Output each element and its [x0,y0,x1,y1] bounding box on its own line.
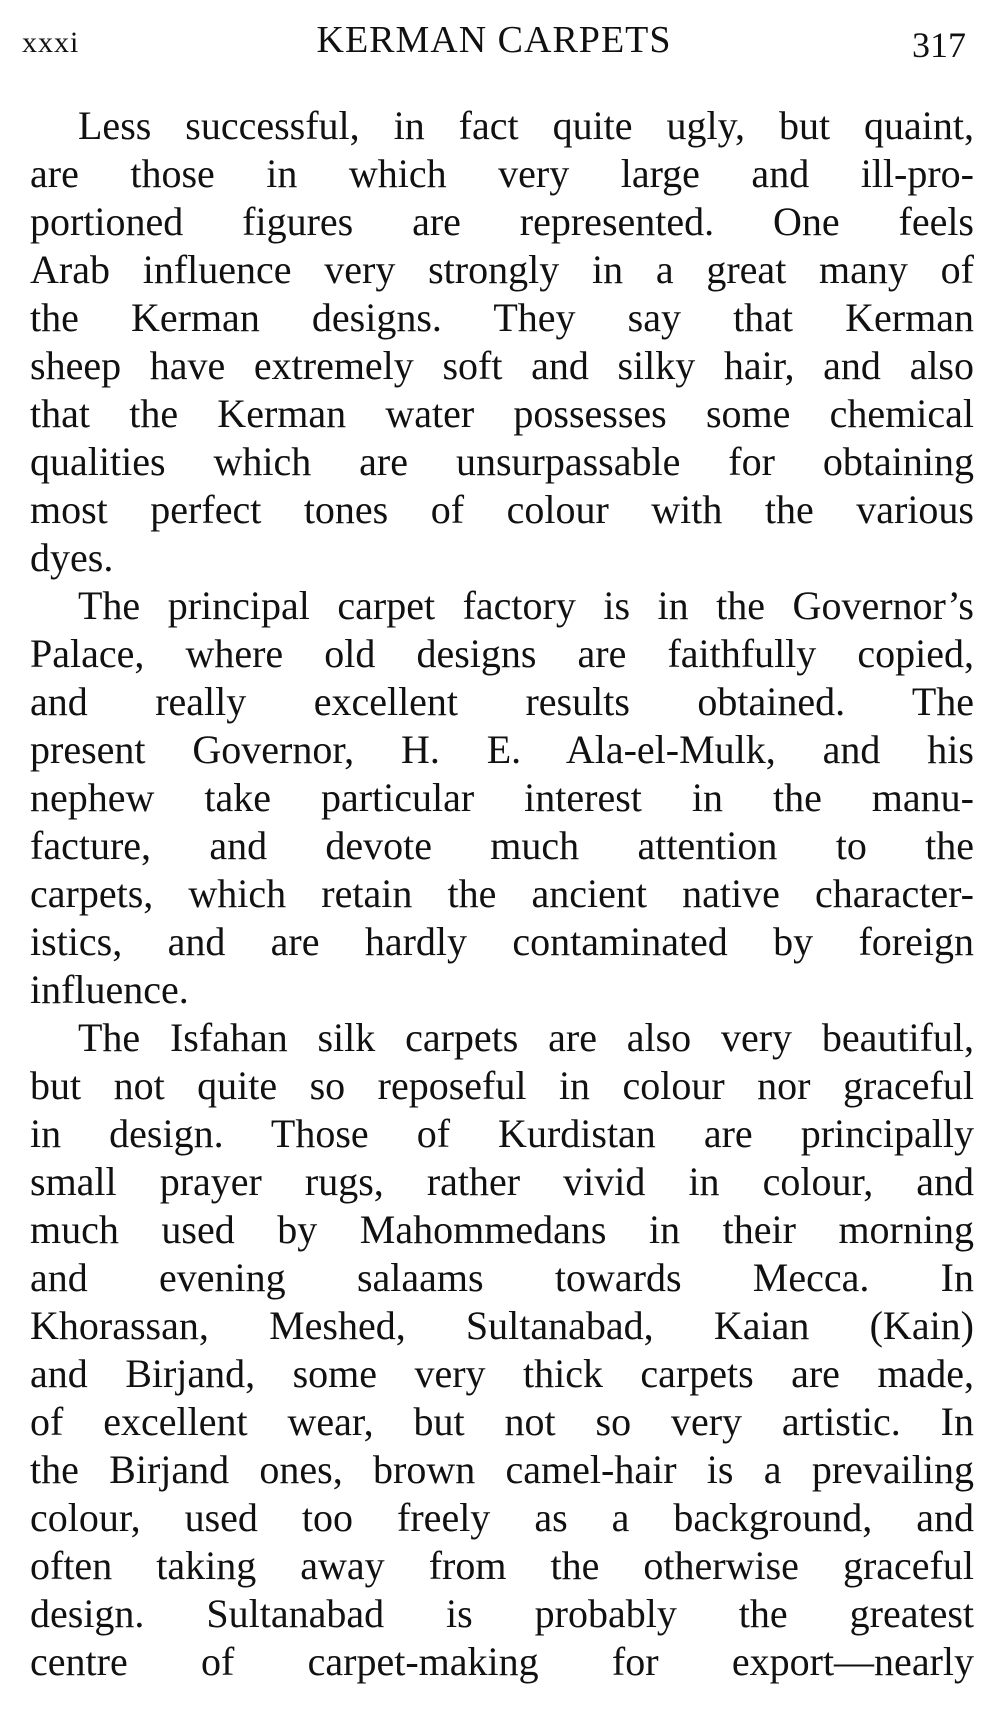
text-line: present Governor, H. E. Ala-el-Mulk, and his [30,727,974,772]
text-line: colour, used too freely as a background, and [30,1495,974,1540]
text-line: often taking away from the otherwise graceful [30,1543,974,1588]
text-line: The Isfahan silk carpets are also very beautiful, [78,1015,974,1060]
page-number: 317 [912,25,966,65]
text-line: most perfect tones of colour with the various [30,487,974,532]
text-line: dyes. [30,535,114,580]
text-line: nephew take particular interest in the manu- [30,775,974,820]
chapter-number: xxxi [22,26,80,59]
text-line: sheep have extremely soft and silky hair, and also [30,343,974,388]
text-line: Khorassan, Meshed, Sultanabad, Kaian (Kain) [30,1303,974,1348]
text-line: are those in which very large and ill-pro- [30,151,974,196]
text-line: The principal carpet factory is in the Governor’s [78,583,974,628]
text-line: istics, and are hardly contaminated by foreign [30,919,974,964]
text-line: and Birjand, some very thick carpets are made, [30,1351,974,1396]
text-line: small prayer rugs, rather vivid in colour, and [30,1159,974,1204]
text-line: Palace, where old designs are faithfully copied, [30,631,974,676]
text-line: influence. [30,967,189,1012]
text-line: of excellent wear, but not so very artistic. In [30,1399,974,1444]
text-line: facture, and devote much attention to the [30,823,974,868]
paragraph-3 [30,1014,974,1686]
text-line: and evening salaams towards Mecca. In [30,1255,974,1300]
text-line: Arab influence very strongly in a great many of [30,247,974,292]
text-line: Less successful, in fact quite ugly, but quaint, [78,103,974,148]
text-line: the Birjand ones, brown camel-hair is a prevailing [30,1447,974,1492]
text-line: and really excellent results obtained. The [30,679,974,724]
text-line: portioned figures are represented. One feels [30,199,974,244]
text-line: but not quite so reposeful in colour nor graceful [30,1063,974,1108]
text-line: in design. Those of Kurdistan are principally [30,1111,974,1156]
paragraph-2 [30,582,974,1014]
text-line: qualities which are unsurpassable for obtaining [30,439,974,484]
text-line: carpets, which retain the ancient native character- [30,871,974,916]
text-line: the Kerman designs. They say that Kerman [30,295,974,340]
running-title: KERMAN CARPETS [316,19,672,61]
text-line: design. Sultanabad is probably the greatest [30,1591,974,1636]
text-line: centre of carpet-making for export—nearly [30,1639,974,1684]
running-head [22,14,966,64]
body-text [30,102,974,1686]
text-line: that the Kerman water possesses some chemical [30,391,974,436]
paragraph-1 [30,102,974,582]
text-line: much used by Mahommedans in their morning [30,1207,974,1252]
